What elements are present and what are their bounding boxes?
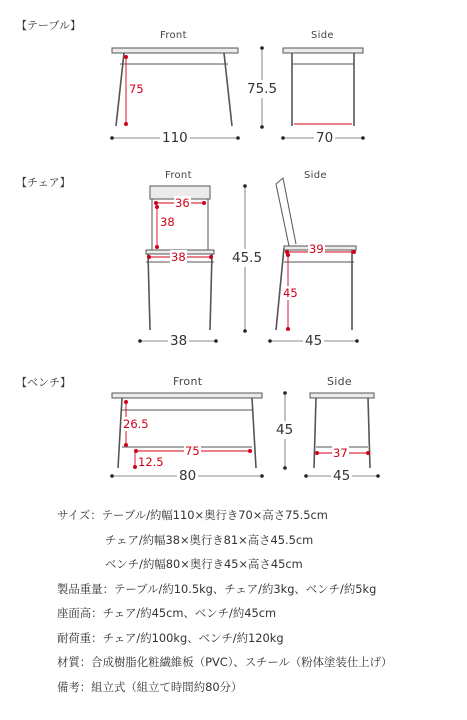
table-inner-height-value: 75 — [129, 82, 144, 96]
bench-inner-height-value: 26.5 — [123, 417, 149, 431]
chair-seat-height-value: 45 — [283, 286, 298, 300]
chair-side-drawing — [268, 178, 359, 343]
table-side-label: Side — [311, 30, 334, 41]
spec-seat-height: 座面高：チェア/約45cm、ベンチ/約45cm — [57, 606, 277, 620]
chair-front-drawing — [138, 184, 247, 343]
chair-width-value: 38 — [170, 333, 188, 349]
chair-front-label: Front — [165, 170, 192, 181]
table-side-drawing — [281, 48, 365, 140]
bench-side-label: Side — [327, 375, 352, 388]
chair-back-width-value: 36 — [175, 196, 190, 210]
spec-size-table: サイズ：テーブル/約幅110×奥行き70×高さ75.5cm — [57, 508, 328, 522]
spec-notes: 備考：組立式（組立て時間約80分） — [57, 679, 243, 694]
bench-side-drawing — [304, 393, 380, 478]
bench-height-value: 45 — [276, 422, 294, 438]
bench-stretcher-height-value: 12.5 — [138, 455, 164, 469]
chair-back-height-value: 38 — [160, 215, 175, 229]
spec-load-capacity: 耐荷重：チェア/約100kg、ベンチ/約120kg — [57, 630, 284, 645]
table-width-value: 110 — [162, 130, 188, 146]
spec-weight: 製品重量：テーブル/約10.5kg、チェア/約3kg、ベンチ/約5kg — [57, 581, 377, 596]
bench-front-label: Front — [173, 375, 203, 388]
chair-depth-value: 45 — [305, 333, 323, 349]
chair-side-label: Side — [304, 170, 327, 181]
section-heading-chair: 【チェア】 — [16, 176, 71, 189]
chair-height-value: 45.5 — [232, 250, 263, 266]
spec-list — [57, 505, 392, 701]
section-heading-table: 【テーブル】 — [16, 19, 82, 32]
table-front-label: Front — [160, 30, 187, 41]
chair-seat-width-value: 38 — [171, 250, 186, 264]
table-height-value: 75.5 — [247, 81, 278, 97]
bench-inner-width-value: 75 — [185, 444, 200, 458]
bench-width-value: 80 — [179, 468, 197, 484]
table-depth-value: 70 — [316, 130, 334, 146]
spec-size-bench: ベンチ/約幅80×奥行き45×高さ45cm — [105, 557, 303, 571]
spec-size-chair: チェア/約幅38×奥行き81×高さ45.5cm — [105, 532, 314, 547]
spec-material: 材質：合成樹脂化粧繊維板（PVC）、スチール（粉体塗装仕上げ） — [57, 655, 393, 669]
bench-inner-depth-value: 37 — [333, 446, 348, 460]
bench-depth-value: 45 — [333, 468, 351, 484]
chair-seat-depth-value: 39 — [309, 242, 324, 256]
section-heading-bench: 【ベンチ】 — [16, 376, 71, 389]
